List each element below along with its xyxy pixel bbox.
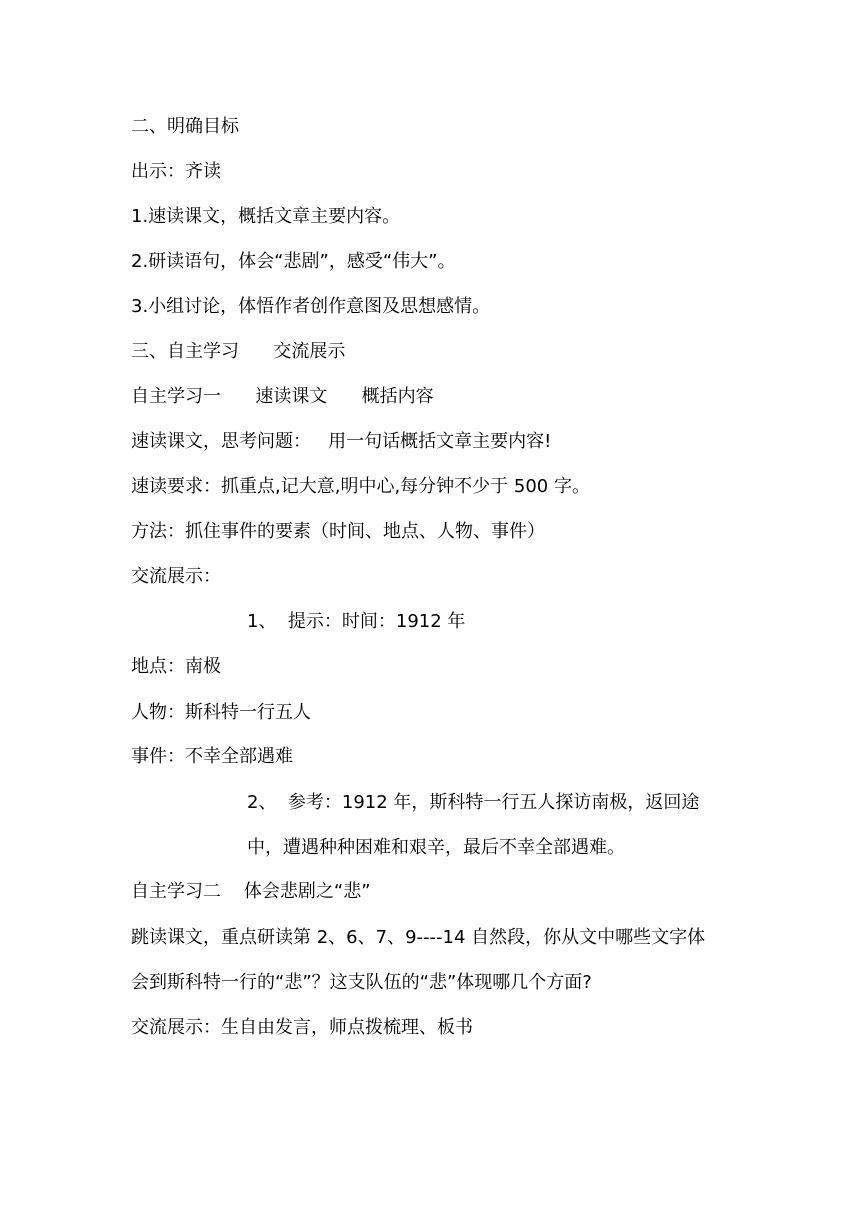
text-line: 方法：抓住事件的要素（时间、地点、人物、事件） xyxy=(131,521,545,542)
text-line: 跳读课文，重点研读第 2、6、7、9----14 自然段，你从文中哪些文字体 xyxy=(131,927,706,948)
text-line: 出示：齐读 xyxy=(131,161,221,182)
text-line: 地点：南极 xyxy=(131,656,221,677)
heading-self-study: 三、自主学习 交流展示 xyxy=(131,341,346,362)
text-line: 会到斯科特一行的“悲”？这支队伍的“悲”体现哪几个方面? xyxy=(131,972,592,993)
goal-item-2: 2.研读语句，体会“悲剧”，感受“伟大”。 xyxy=(131,251,456,272)
text-line: 交流展示：生自由发言，师点拨梳理、板书 xyxy=(131,1017,473,1038)
text-line: 速读课文，思考问题： 用一句话概括文章主要内容! xyxy=(131,431,552,452)
text-line: 速读要求：抓重点,记大意,明中心,每分钟不少于 500 字。 xyxy=(131,476,590,497)
numbered-item-2: 2、 参考：1912 年，斯科特一行五人探访南极，返回途 xyxy=(247,792,700,813)
text-line: 人物：斯科特一行五人 xyxy=(131,702,311,723)
text-line: 交流展示： xyxy=(131,566,221,587)
numbered-item-2-continued: 中，遭遇种种困难和艰辛，最后不幸全部遇难。 xyxy=(247,837,625,858)
goal-item-1: 1.速读课文，概括文章主要内容。 xyxy=(131,206,401,227)
heading-clear-goals: 二、明确目标 xyxy=(131,116,239,137)
goal-item-3: 3.小组讨论，体悟作者创作意图及思想感情。 xyxy=(131,296,491,317)
numbered-item-1: 1、 提示：时间：1912 年 xyxy=(247,611,466,632)
subheading-study-two: 自主学习二 体会悲剧之“悲” xyxy=(131,881,371,902)
subheading-study-one: 自主学习一 速读课文 概括内容 xyxy=(131,386,434,407)
text-line: 事件：不幸全部遇难 xyxy=(131,746,293,767)
